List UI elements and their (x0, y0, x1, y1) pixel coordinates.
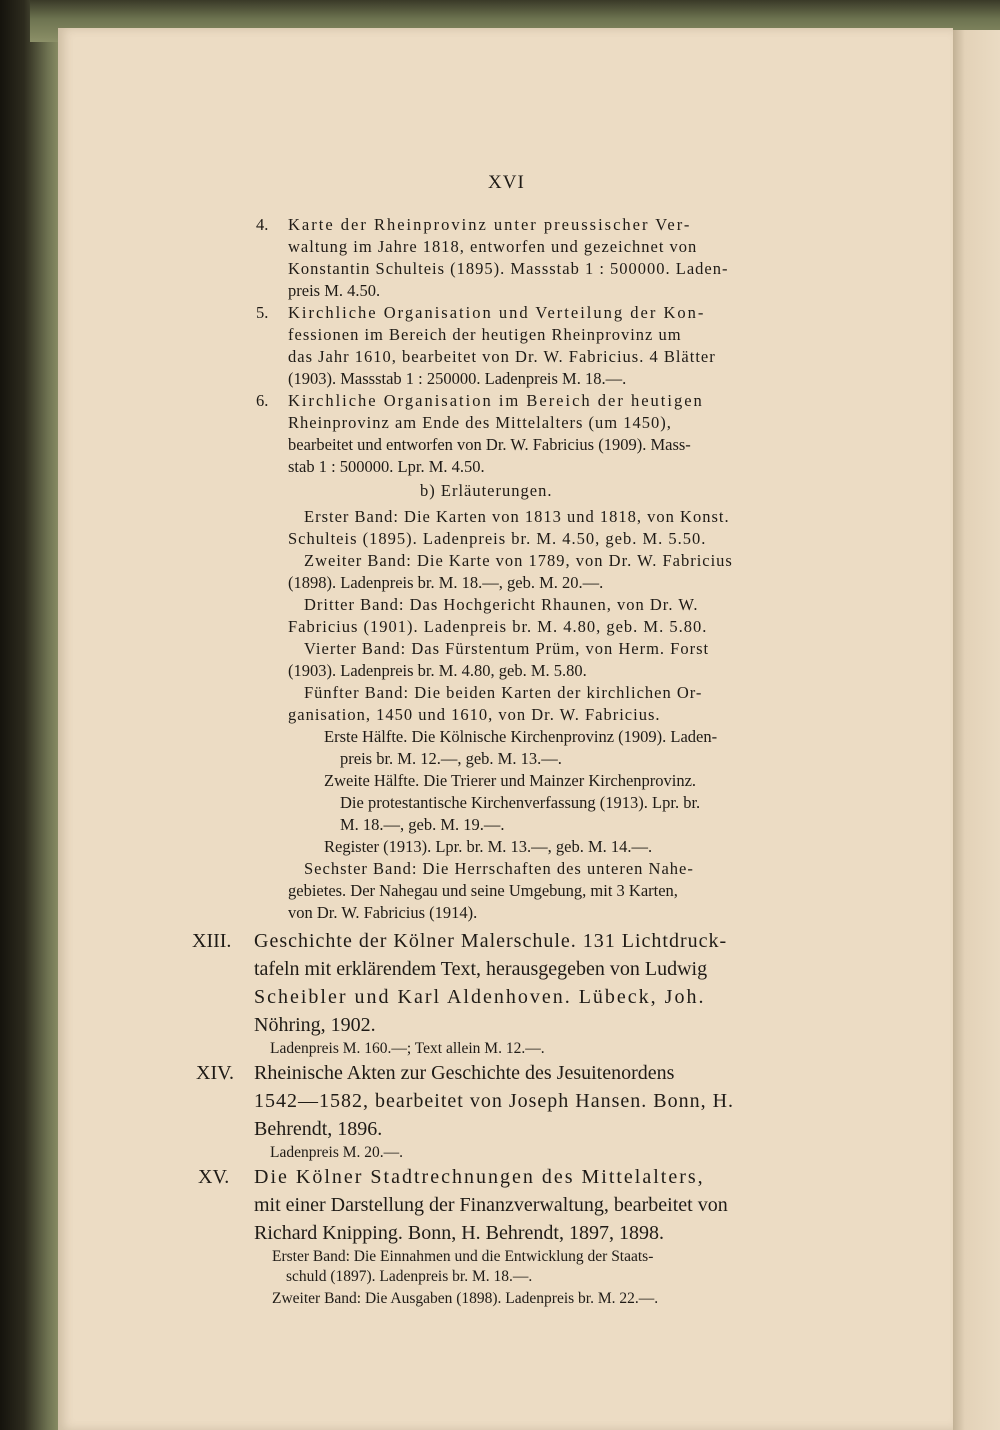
zweiter-band-line-2: (1898). Ladenpreis br. M. 18.—, geb. M. 20.—. (288, 573, 604, 592)
zweiter-band-line-1: Zweiter Band: Die Karte von 1789, von Dr. W. Fabricius (304, 551, 733, 570)
item-6-line-1: Kirchliche Organisation im Bereich der heutigen (288, 391, 704, 410)
erlaeuterungen-heading: b) Erläuterungen. (420, 481, 553, 500)
dritter-band-line-2: Fabricius (1901). Ladenpreis br. M. 4.80, geb. M. 5.80. (288, 617, 708, 636)
erster-band-line-2: Schulteis (1895). Ladenpreis br. M. 4.50, geb. M. 5.50. (288, 529, 707, 548)
entry-xiii-numeral: XIII. (192, 930, 232, 952)
entry-xiv-line-3: Behrendt, 1896. (254, 1118, 383, 1140)
erster-band-line-1: Erster Band: Die Karten von 1813 und 1818, von Konst. (304, 507, 730, 526)
zweite-haelfte-line-2: Die protestantische Kirchenverfassung (1913). Lpr. br. (340, 793, 701, 812)
entry-xv-line-3: Richard Knipping. Bonn, H. Behrendt, 1897, 1898. (254, 1222, 664, 1244)
entry-xv-band1-line-1: Erster Band: Die Einnahmen und die Entwicklung der Staats- (272, 1248, 654, 1265)
vierter-band-line-2: (1903). Ladenpreis br. M. 4.80, geb. M. 5.80. (288, 661, 587, 680)
register-line: Register (1913). Lpr. br. M. 13.—, geb. M. 14.—. (324, 837, 653, 856)
adjacent-page-edge (950, 30, 1000, 1430)
entry-xiii-line-1: Geschichte der Kölner Malerschule. 131 Lichtdruck- (254, 930, 728, 952)
entry-xv-line-2: mit einer Darstellung der Finanzverwaltung, bearbeitet von (254, 1194, 728, 1216)
fuenfter-band-line-2: ganisation, 1450 und 1610, von Dr. W. Fabricius. (288, 705, 661, 724)
entry-xv-numeral: XV. (198, 1166, 230, 1188)
entry-xiv-line-2: 1542—1582, bearbeitet von Joseph Hansen. Bonn, H. (254, 1090, 735, 1112)
zweite-haelfte-line-1: Zweite Hälfte. Die Trierer und Mainzer Kirchenprovinz. (324, 771, 697, 790)
item-5-number: 5. (256, 303, 269, 322)
vierter-band-line-1: Vierter Band: Das Fürstentum Prüm, von Herm. Forst (304, 639, 710, 658)
book-cover-left-edge (0, 0, 60, 1430)
sechster-band-line-1: Sechster Band: Die Herrschaften des unteren Nahe- (304, 859, 694, 878)
item-5-line-3: das Jahr 1610, bearbeitet von Dr. W. Fabricius. 4 Blätter (288, 347, 716, 366)
item-4-number: 4. (256, 215, 269, 234)
fuenfter-band-line-1: Fünfter Band: Die beiden Karten der kirchlichen Or- (304, 683, 703, 702)
item-6-line-2: Rheinprovinz am Ende des Mittelalters (um 1450), (288, 413, 672, 432)
item-4-line-3: Konstantin Schulteis (1895). Massstab 1 : 500000. Laden- (288, 259, 729, 278)
item-4-line-1: Karte der Rheinprovinz unter preussischer Ver- (288, 215, 692, 234)
entry-xiv-numeral: XIV. (196, 1062, 234, 1084)
item-4-line-4: preis M. 4.50. (288, 281, 381, 300)
item-4-line-2: waltung im Jahre 1818, entworfen und gezeichnet von (288, 237, 698, 256)
item-5-line-1: Kirchliche Organisation und Verteilung der Kon- (288, 303, 706, 322)
item-6-number: 6. (256, 391, 269, 410)
entry-xiv-line-1: Rheinische Akten zur Geschichte des Jesuitenordens (254, 1062, 675, 1084)
sechster-band-line-3: von Dr. W. Fabricius (1914). (288, 903, 478, 922)
dritter-band-line-1: Dritter Band: Das Hochgericht Rhaunen, von Dr. W. (304, 595, 699, 614)
sechster-band-line-2: gebietes. Der Nahegau und seine Umgebung, mit 3 Karten, (288, 881, 678, 900)
item-5-line-4: (1903). Massstab 1 : 250000. Ladenpreis M. 18.—. (288, 369, 627, 388)
item-5-line-2: fessionen im Bereich der heutigen Rheinprovinz um (288, 325, 682, 344)
zweite-haelfte-line-3: M. 18.—, geb. M. 19.—. (340, 815, 505, 834)
page-number: XVI (488, 172, 525, 193)
entry-xv-band1-line-2: schuld (1897). Ladenpreis br. M. 18.—. (286, 1268, 533, 1285)
item-6-line-4: stab 1 : 500000. Lpr. M. 4.50. (288, 457, 485, 476)
entry-xiii-line-4: Nöhring, 1902. (254, 1014, 376, 1036)
item-6-line-3: bearbeitet und entworfen von Dr. W. Fabricius (1909). Mass- (288, 435, 691, 454)
entry-xiv-price: Ladenpreis M. 20.—. (270, 1144, 404, 1161)
entry-xiii-price: Ladenpreis M. 160.—; Text allein M. 12.—. (270, 1040, 545, 1057)
erste-haelfte-line-1: Erste Hälfte. Die Kölnische Kirchenprovinz (1909). Laden- (324, 727, 718, 746)
entry-xv-band2: Zweiter Band: Die Ausgaben (1898). Ladenpreis br. M. 22.—. (272, 1290, 659, 1307)
entry-xv-line-1: Die Kölner Stadtrechnungen des Mittelalters, (254, 1166, 705, 1188)
entry-xiii-line-2: tafeln mit erklärendem Text, herausgegeben von Ludwig (254, 958, 708, 980)
entry-xiii-line-3: Scheibler und Karl Aldenhoven. Lübeck, Joh. (254, 986, 706, 1008)
book-page (58, 28, 953, 1430)
erste-haelfte-line-2: preis br. M. 12.—, geb. M. 13.—. (340, 749, 562, 768)
